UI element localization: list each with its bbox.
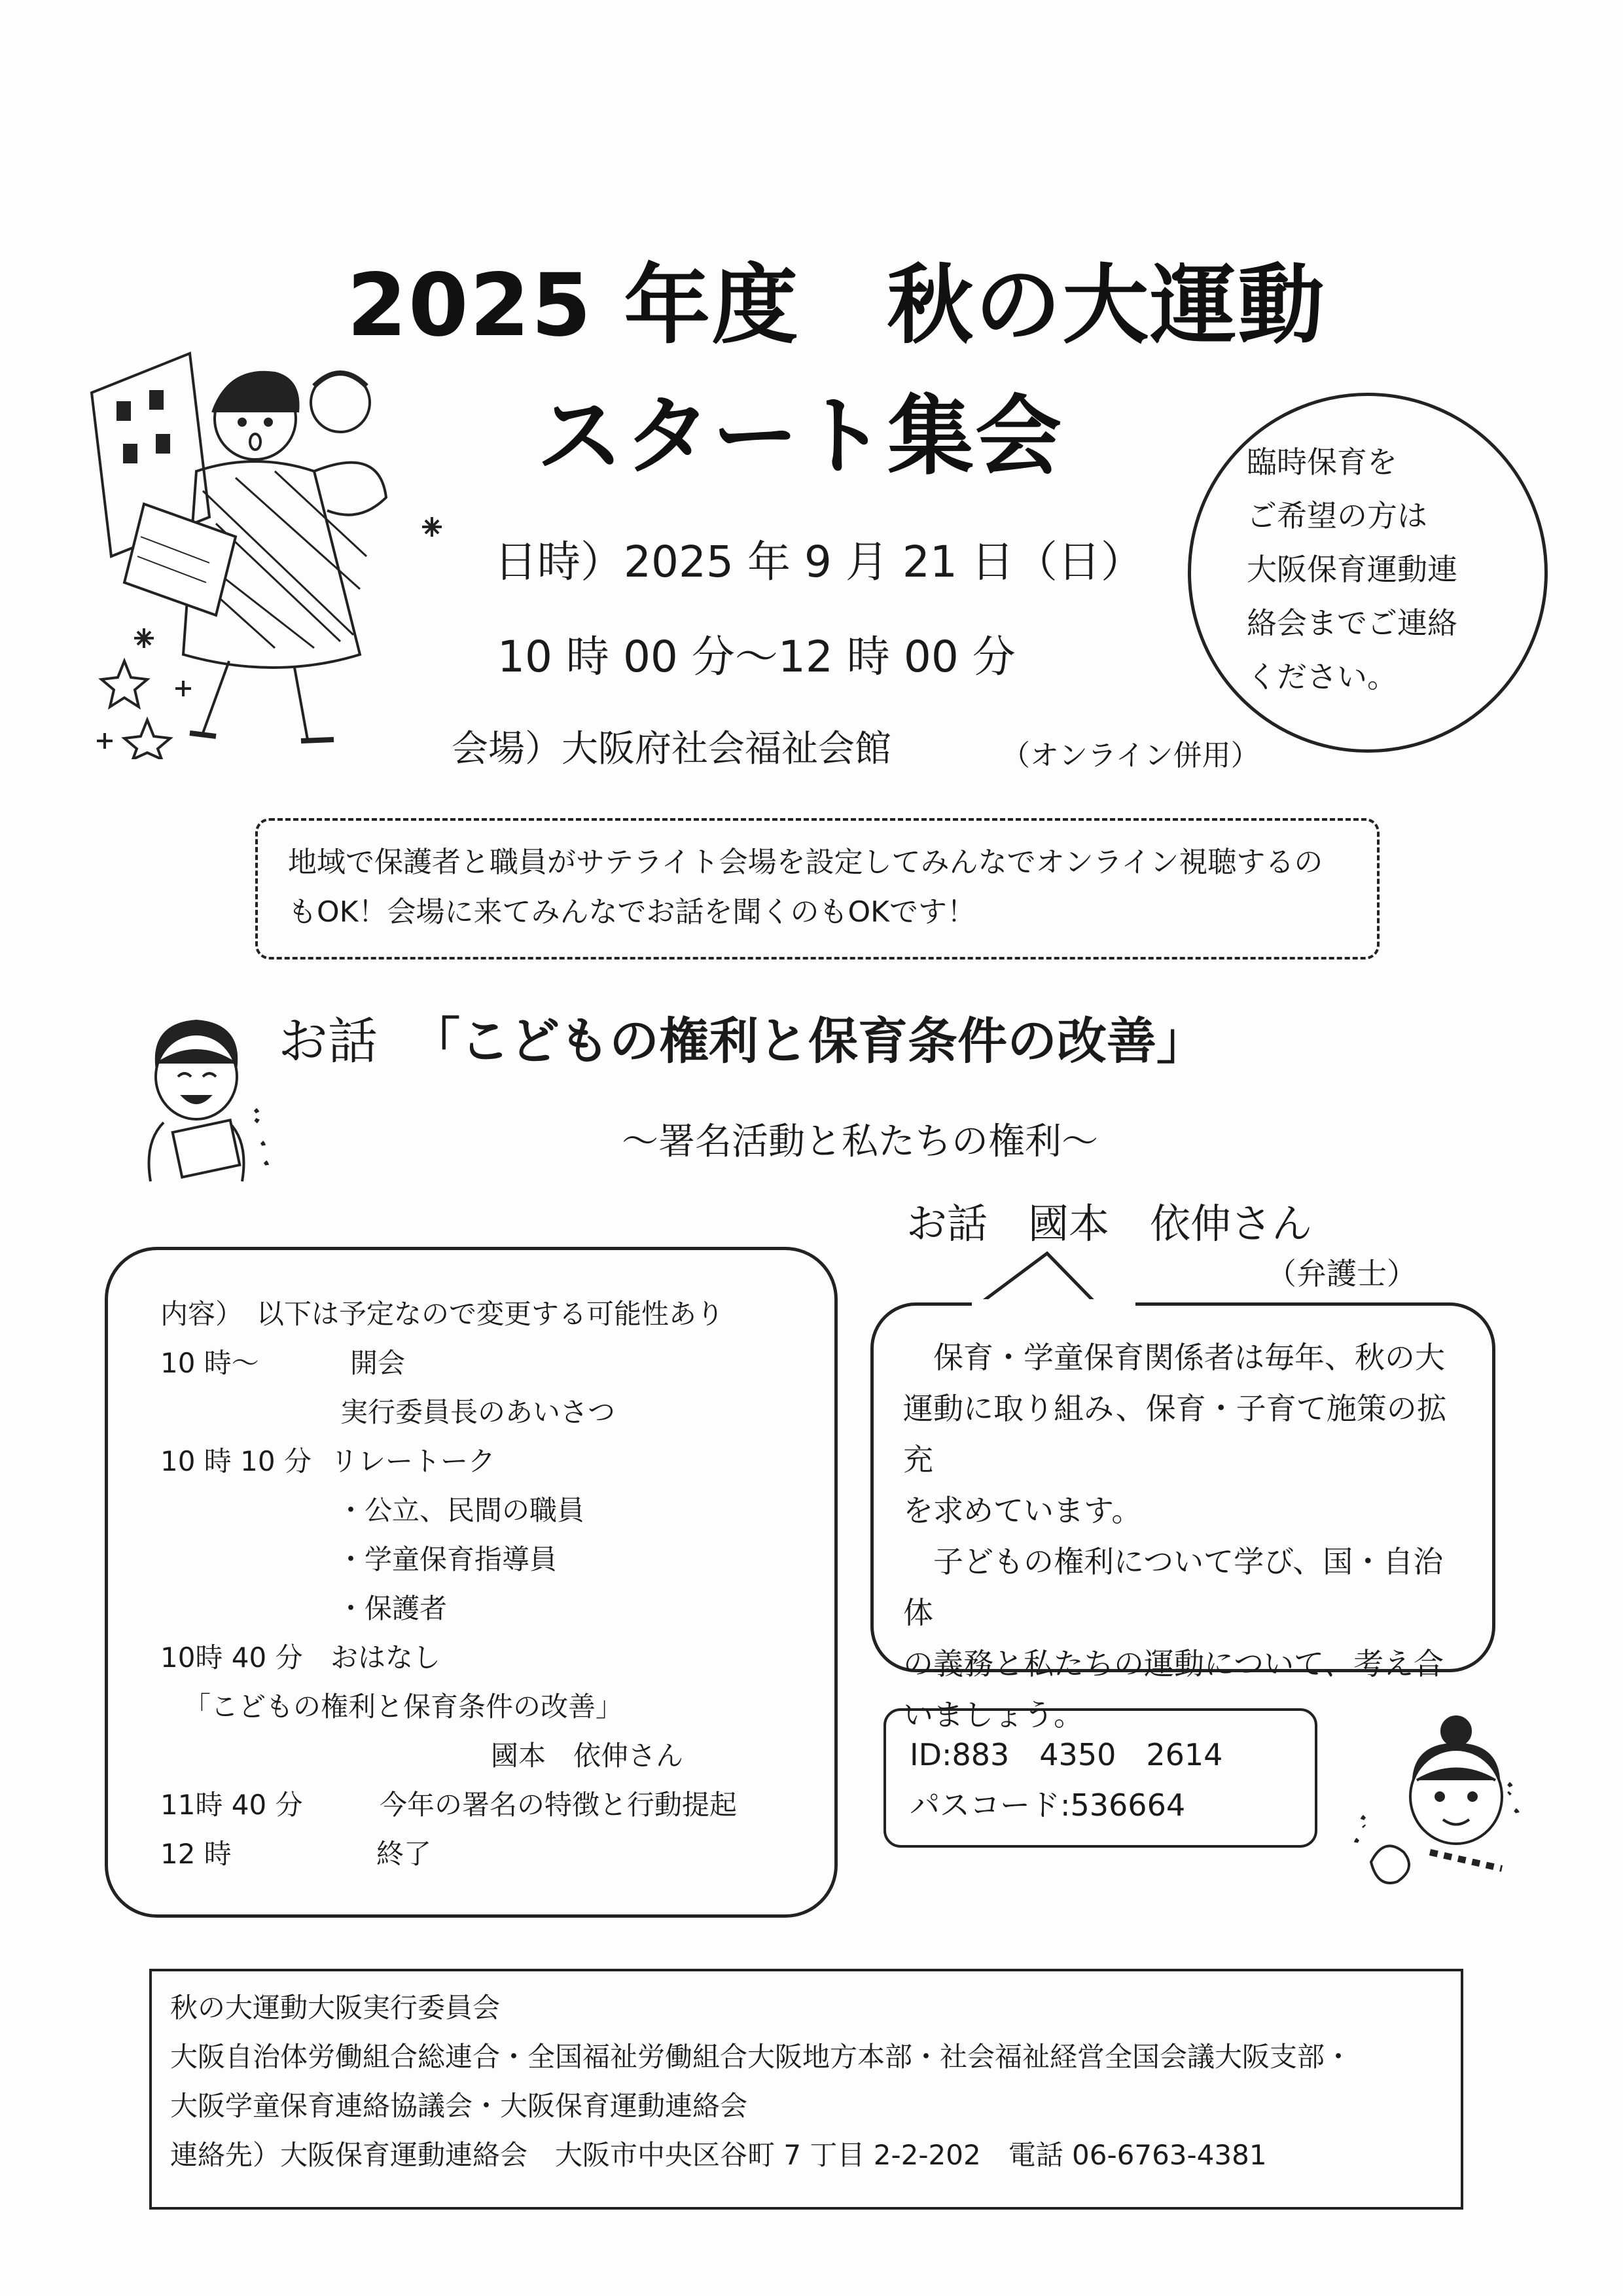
talk-speaker: お話 國本 依伸さん [906, 1200, 1313, 1247]
meeting-passcode: パスコード:536664 [910, 1787, 1186, 1823]
program-row-time: 10 時～ [160, 1347, 259, 1379]
footer-org: 秋の大運動大阪実行委員会 [170, 1992, 501, 2024]
program-row-item: 開会 [350, 1347, 406, 1379]
talk-title: 「こどもの権利と保育条件の改善」 [410, 1012, 1206, 1070]
program-row-item: 國本 依伸さん [491, 1740, 684, 1772]
program-row-time: 10 時 10 分 [160, 1445, 312, 1477]
event-date: 日時）2025 年 9 月 21 日（日） [494, 537, 1144, 587]
program-header: 内容） 以下は予定なので変更する可能性あり [160, 1298, 724, 1330]
program-row-time: 12 時 [160, 1838, 232, 1870]
online-note-text: 地域で保護者と職員がサテライト会場を設定してみんなでオンライン視聴するの もOK！会場に来てみんなでお話を聞くのもOKです！ [288, 846, 1323, 929]
talk-speaker-role: （弁護士） [1266, 1256, 1417, 1291]
mother-with-baby-illustration [79, 340, 484, 759]
event-venue-note: （オンライン併用） [1001, 739, 1260, 772]
footer-contact: 連絡先）大阪保育運動連絡会 大阪市中央区谷町 7 丁目 2-2-202 電話 06-6763-4381 [170, 2139, 1267, 2171]
event-venue: 会場）大阪府社会福祉会館 [452, 728, 891, 770]
footer-members-1: 大阪自治体労働組合総連合・全国福祉労働組合大阪地方本部・社会福祉経営全国会議大阪支部・ [170, 2041, 1353, 2073]
program-row-item: 今年の署名の特徴と行動提起 [380, 1789, 738, 1821]
event-time: 10 時 00 分～12 時 00 分 [497, 632, 1016, 682]
footer-members-2: 大阪学童保育連絡協議会・大阪保育運動連絡会 [170, 2090, 748, 2122]
program-row-time: 11時 40 分 [160, 1789, 303, 1821]
program-row-item: おはなし [330, 1641, 441, 1674]
info-text: 保育・学童保育関係者は毎年、秋の大 運動に取り組み、保育・子育て施策の拡充 を求めています。 子どもの権利について学び、国・自治体 の義務と私たちの運動について、考え合 いましょう。 [903, 1340, 1447, 1732]
program-row-item: 「こどもの権利と保育条件の改善」 [183, 1691, 624, 1723]
program-row-time: 10時 40 分 [160, 1641, 303, 1674]
program-row-item: ・公立、民間の職員 [337, 1494, 585, 1526]
program-row-item: 実行委員長のあいさつ [340, 1396, 616, 1428]
talk-prefix: お話 [278, 1012, 378, 1070]
title-line-1: 2025 年度 秋の大運動 [347, 255, 1326, 356]
speech-bubble-tail-cover [972, 1299, 1135, 1308]
talk-subtitle: ～署名活動と私たちの権利～ [622, 1121, 1098, 1163]
program-row-item: ・学童保育指導員 [337, 1543, 558, 1575]
meeting-id-box [883, 1708, 1317, 1848]
program-row-item: リレートーク [330, 1445, 496, 1477]
program-row-item: 終了 [376, 1838, 432, 1870]
smiling-girl-with-book-illustration [131, 1011, 281, 1188]
meeting-id: ID:883 4350 2614 [910, 1737, 1223, 1772]
program-row-item: ・保護者 [337, 1592, 448, 1624]
title-line-2: スタート集会 [537, 386, 1063, 487]
childcare-notice-text: 臨時保育を ご希望の方は 大阪保育運動連 絡会までご連絡 ください。 [1247, 444, 1457, 694]
talk-heading [278, 1001, 1206, 1073]
girl-ok-sign-illustration [1351, 1712, 1548, 1901]
